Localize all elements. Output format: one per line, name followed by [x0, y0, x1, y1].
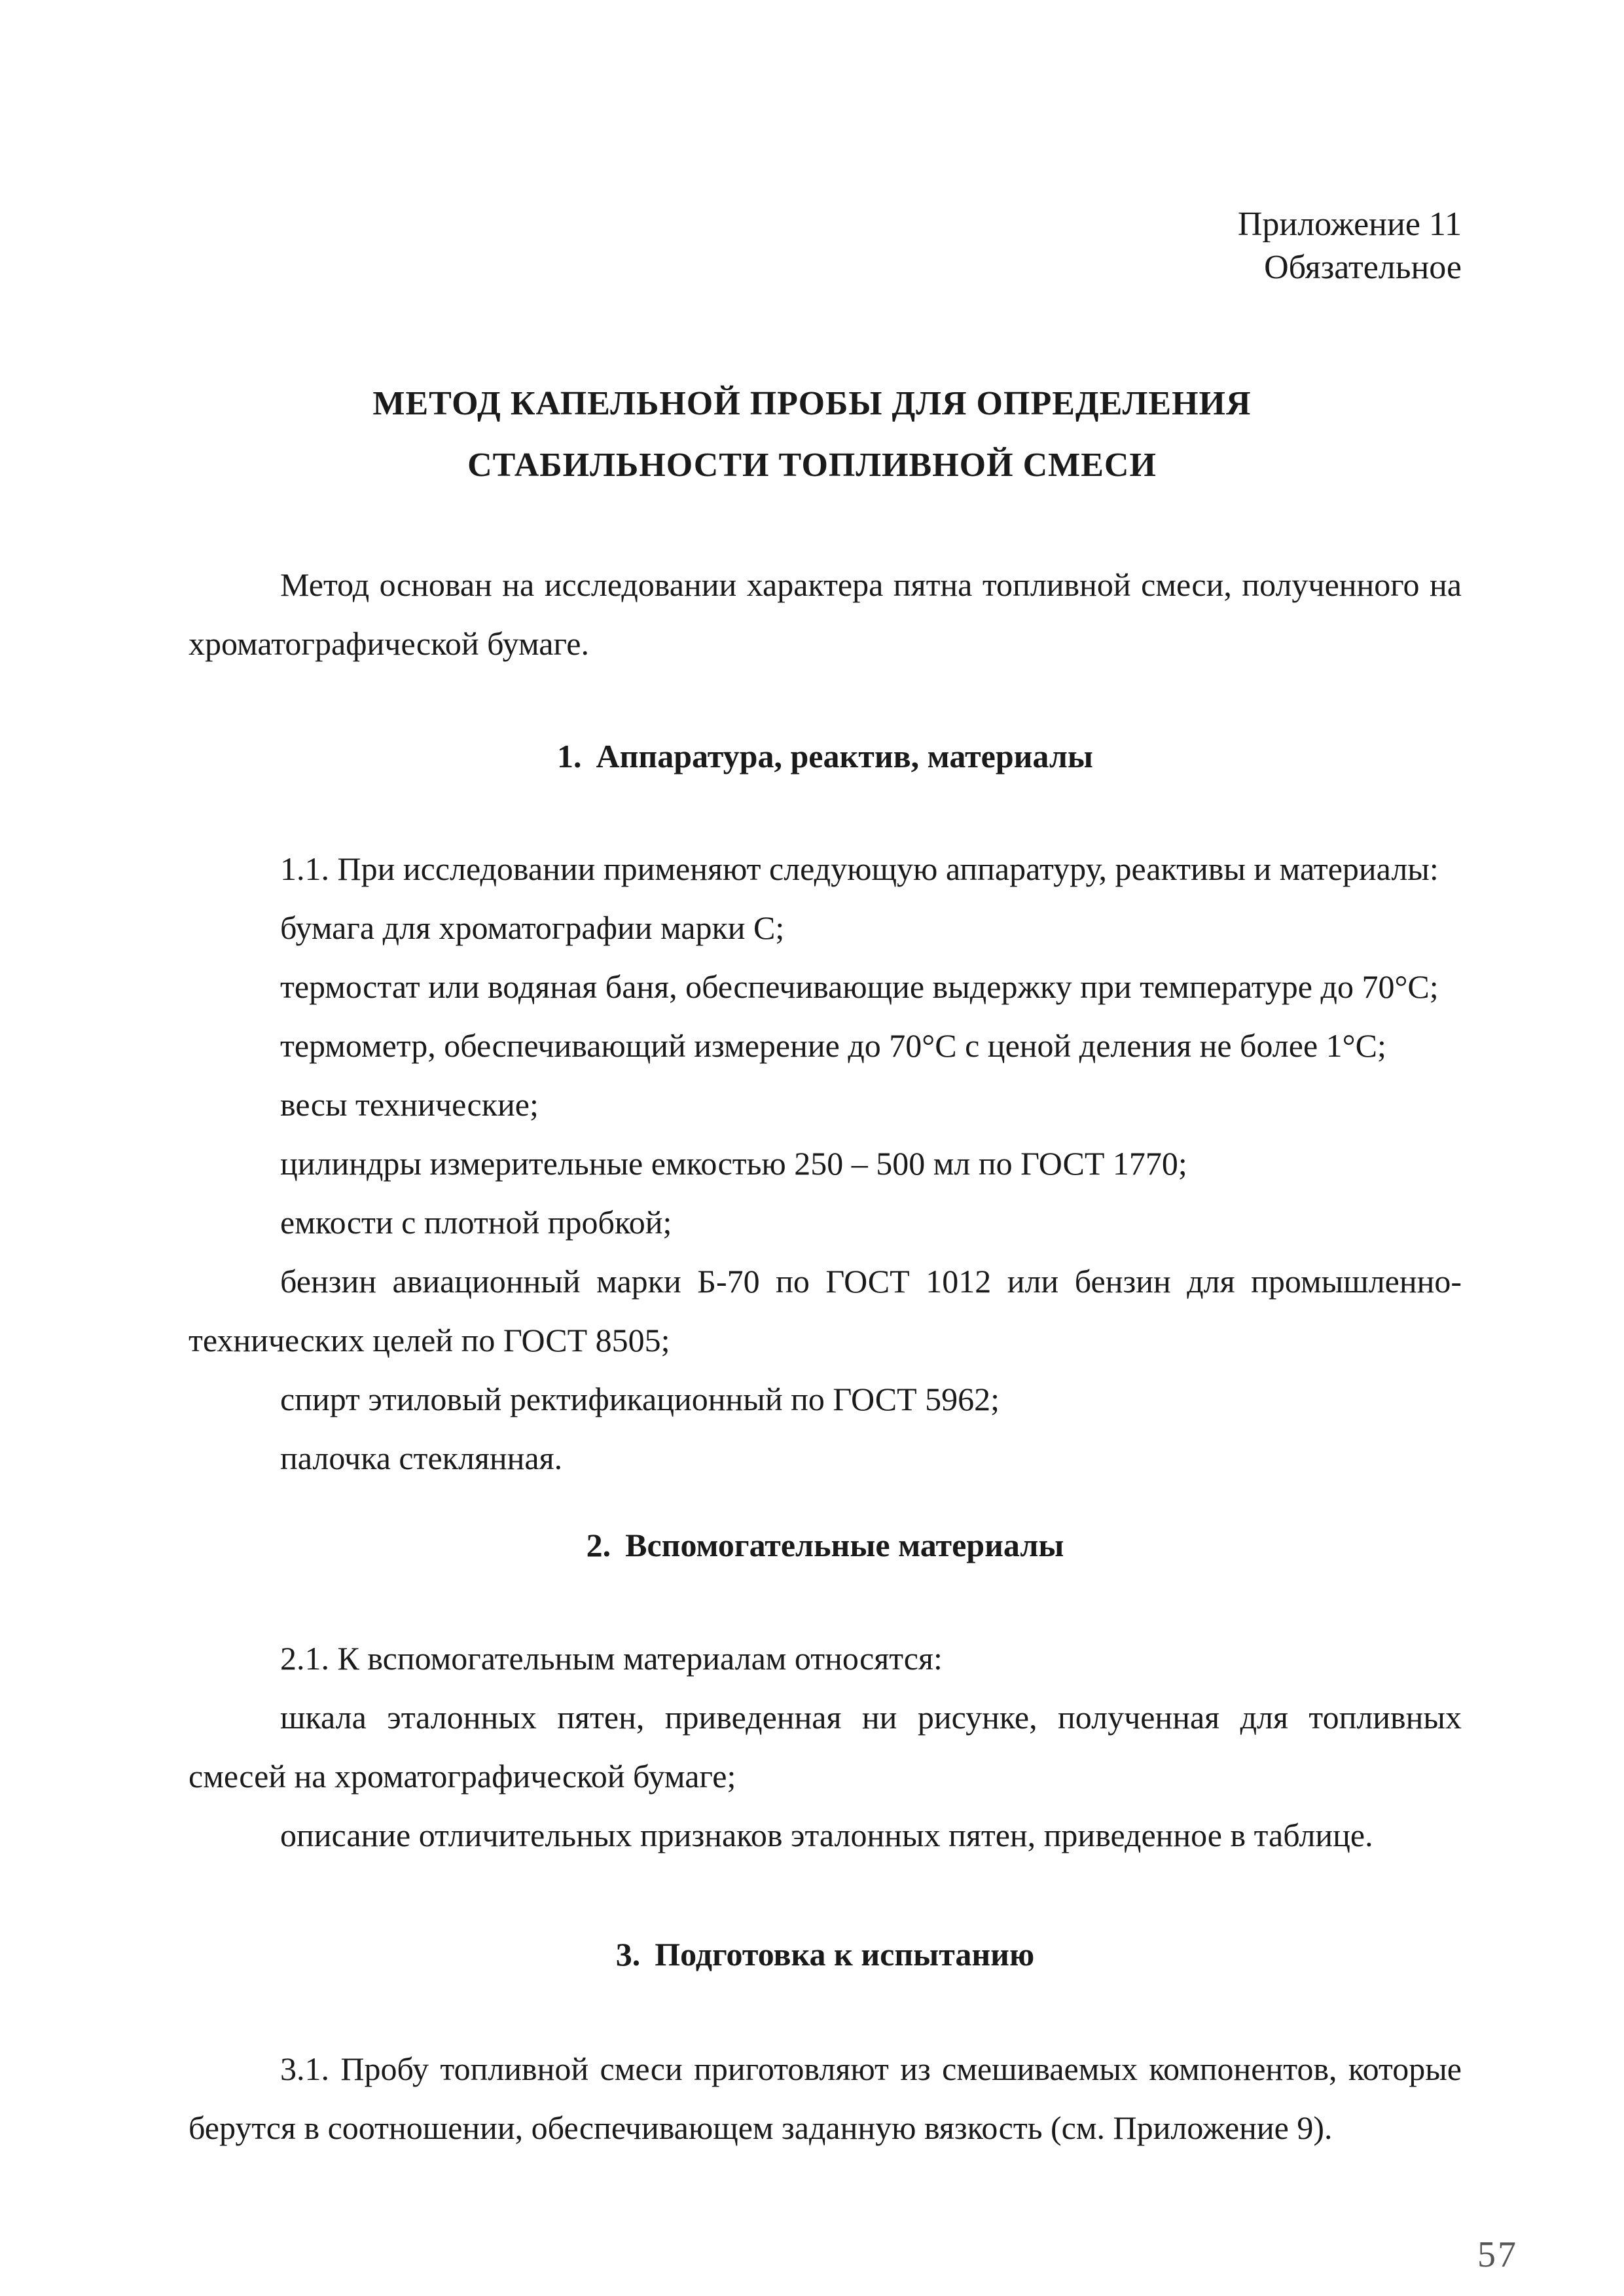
list-item: шкала эталонных пятен, приведенная ни рисунке, полученная для топливных смесей на хроматографической бумаге; [189, 1699, 1462, 1795]
section-heading-1 [189, 737, 1462, 776]
document-title [190, 373, 1434, 496]
list-item: термостат или водяная баня, обеспечивающие выдержку при температуре до 70°С; [280, 968, 1439, 1005]
section-title: Подготовка к испытанию [655, 1936, 1035, 1973]
list-item: спирт этиловый ректификационный по ГОСТ 5962; [280, 1381, 1000, 1417]
section-lead: 2.1. К вспомогательным материалам относятся: [280, 1640, 943, 1677]
title-line-1: МЕТОД КАПЕЛЬНОЙ ПРОБЫ ДЛЯ ОПРЕДЕЛЕНИЯ [372, 385, 1252, 422]
section-number: 3. [615, 1936, 641, 1973]
section-lead: 1.1. При исследовании применяют следующую аппаратуру, реактивы и материалы: [280, 850, 1439, 887]
appendix-status: Обязательное [1264, 249, 1462, 286]
list-item: термометр, обеспечивающий измерение до 70°С с ценой деления не более 1°С; [280, 1027, 1386, 1064]
list-item: бумага для хроматографии марки С; [280, 909, 785, 946]
section-number: 2. [586, 1527, 611, 1563]
page-number: 57 [1477, 2234, 1518, 2275]
section-1-body [189, 839, 1462, 1487]
section-heading-3 [189, 1935, 1462, 1974]
list-item: емкости с плотной пробкой; [280, 1204, 672, 1241]
section-title: Вспомогательные материалы [625, 1527, 1064, 1563]
section-title: Аппаратура, реактив, материалы [596, 738, 1093, 774]
title-line-2: СТАБИЛЬНОСТИ ТОПЛИВНОЙ СМЕСИ [467, 446, 1157, 484]
list-item: описание отличительных признаков эталонных пятен, приведенное в таблице. [280, 1817, 1373, 1853]
list-item: весы технические; [280, 1086, 539, 1123]
list-item: цилиндры измерительные емкостью 250 – 500 мл по ГОСТ 1770; [280, 1145, 1187, 1182]
appendix-number: Приложение 11 [1237, 206, 1462, 243]
appendix-label [1238, 203, 1462, 289]
intro-paragraph: Метод основан на исследовании характера пятна топливной смеси, полученного на хроматографической бумаге. [189, 566, 1462, 662]
list-item: палочка стеклянная. [280, 1440, 563, 1476]
section-number: 1. [557, 738, 582, 774]
section-3-paragraph: 3.1. Пробу топливной смеси приготовляют из смешиваемых компонентов, которые берутся в соотношении, обеспечивающем заданную вязкость (см. Приложение 9). [189, 2050, 1462, 2146]
section-2-body [189, 1629, 1462, 1865]
section-heading-2 [189, 1525, 1462, 1565]
list-item: бензин авиационный марки Б-70 по ГОСТ 1012 или бензин для промышленно-технических целей по ГОСТ 8505; [189, 1263, 1462, 1358]
